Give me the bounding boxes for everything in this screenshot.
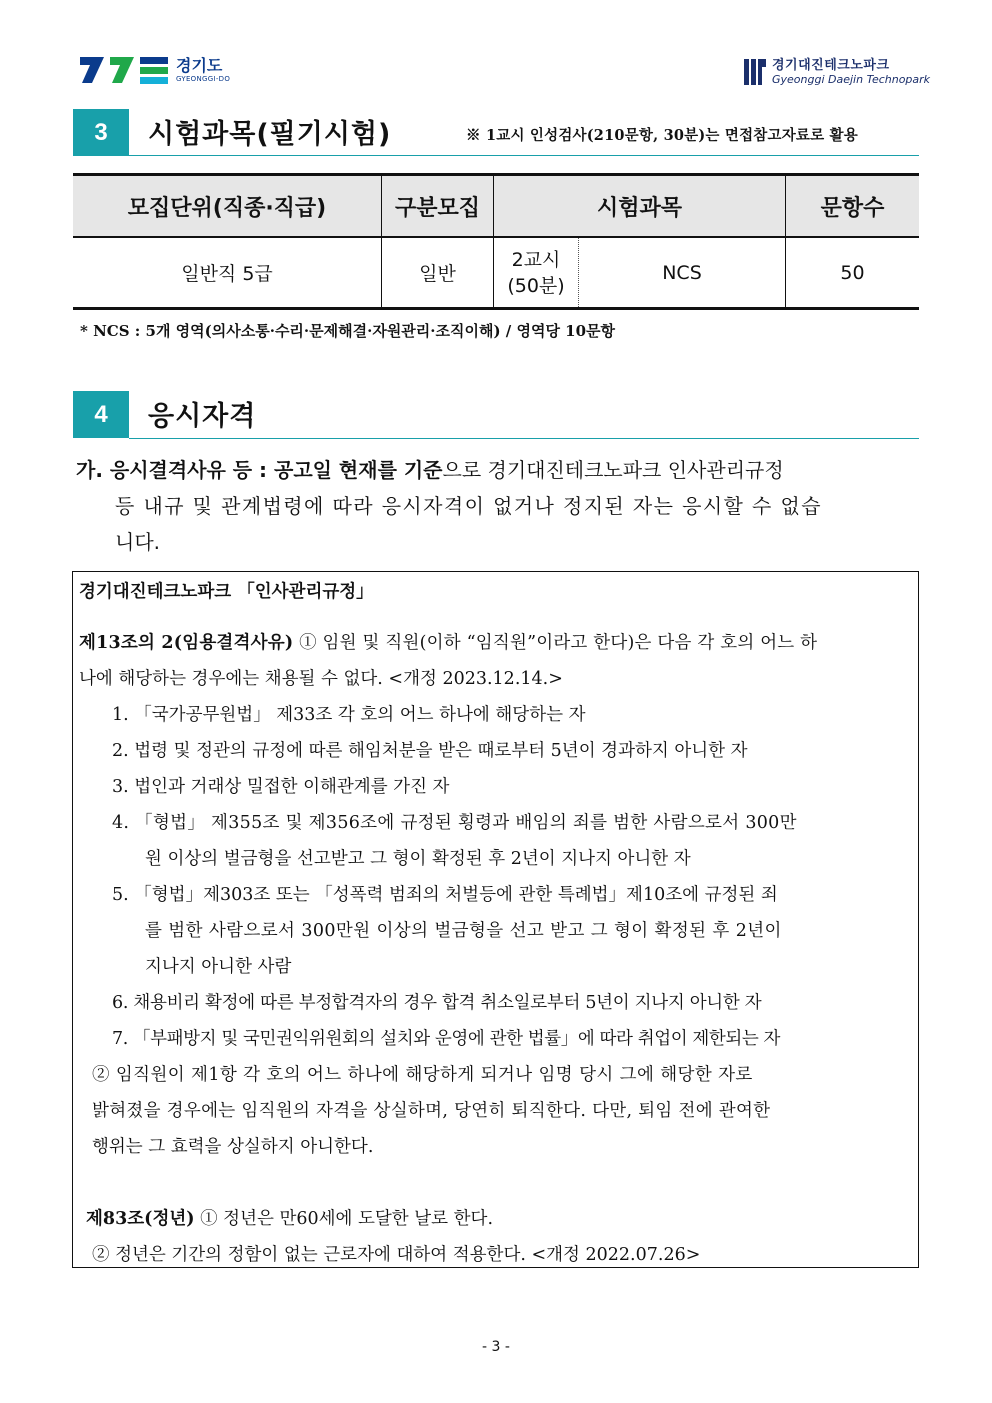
technopark-logo-en: Gyeonggi Daejin Technopark [772, 72, 931, 86]
list-item: 4. 「형법」 제355조 및 제356조에 규정된 횡령과 배임의 죄를 범한 사람으로서 300만 [112, 813, 797, 833]
list-item-continued: 를 범한 사람으로서 300만원 이상의 벌금형을 선고 받고 그 형이 확정된 후 2년이 [145, 921, 782, 941]
gyeonggi-stripes-logo-icon [78, 53, 170, 87]
table-cell-subject: NCS [662, 261, 702, 284]
article-13-line1: 제13조의 2(임용결격사유) ① 임원 및 직원(이하 “임직원”이라고 한다)은 다음 각 호의 어느 하 [79, 633, 818, 653]
qualification-line: 으로 경기대진테크노파크 인사관리규정 [442, 458, 784, 482]
list-item: 3. 법인과 거래상 밀접한 이해관계를 가진 자 [112, 777, 450, 797]
article-13-para2: 행위는 그 효력을 상실하지 아니한다. [92, 1137, 374, 1157]
section-3-underline [129, 155, 919, 156]
list-item: 5. 「형법」제303조 또는 「성폭력 범죄의 처벌등에 관한 특례법」제10조에 규정된 죄 [112, 885, 778, 905]
qualification-paragraph [76, 452, 919, 560]
table-cell-count: 50 [840, 261, 865, 284]
article-13-line2: 나에 해당하는 경우에는 채용될 수 없다. <개정 2023.12.14.> [79, 669, 563, 689]
article-83-line1: 제83조(정년) ① 정년은 만60세에 도달한 날로 한다. [86, 1209, 494, 1229]
page-number: - 3 - [482, 1339, 510, 1355]
table-cell-period-line1: 2교시 [511, 248, 561, 271]
table-header-count: 문항수 [820, 195, 885, 221]
table-cell-unit: 일반직 5급 [181, 263, 273, 285]
table-header-subject: 시험과목 [596, 195, 682, 221]
table-header-category: 구분모집 [394, 195, 480, 221]
regulation-title: 경기대진테크노파크 「인사관리규정」 [79, 582, 374, 602]
section-3-note: ※ 1교시 인성검사(210문항, 30분)는 면접참고자료로 활용 [466, 127, 858, 144]
list-item: 7. 「부패방지 및 국민권익위원회의 설치와 운영에 관한 법률」에 따라 취업이 제한되는 자 [112, 1029, 781, 1049]
technopark-logo [742, 52, 930, 92]
section-3-title: 시험과목(필기시험) [148, 119, 392, 150]
qualification-line: 등 내규 및 관계법령에 따라 응시자격이 없거나 정지된 자는 응시할 수 없습 [115, 494, 822, 518]
article-13-label: 제13조의 2(임용결격사유) [79, 633, 294, 653]
section-4-title: 응시자격 [148, 401, 257, 432]
ncs-footnote: * NCS : 5개 영역(의사소통·수리·문제해결·자원관리·조직이해) / 영역당 10문항 [80, 322, 616, 340]
article-13-para2: ② 임직원이 제1항 각 호의 어느 하나에 해당하게 되거나 임명 당시 그에 해당한 자로 [92, 1065, 753, 1085]
table-cell-period-line2: (50분) [507, 274, 565, 297]
gyeonggi-logo-en: GYEONGGI-DO [176, 74, 231, 83]
section-3-number: 3 [73, 109, 129, 156]
gyeonggi-logo-ko: 경기도 [176, 55, 223, 75]
table-cell-period [494, 238, 578, 307]
article-13-para2: 밝혀졌을 경우에는 임직원의 자격을 상실하며, 당연히 퇴직한다. 다만, 퇴임 전에 관여한 [92, 1101, 771, 1121]
technopark-logo-icon [742, 55, 768, 89]
list-item: 1. 「국가공무원법」 제33조 각 호의 어느 하나에 해당하는 자 [112, 705, 586, 725]
table-header-unit: 모집단위(직종·직급) [127, 195, 327, 221]
technopark-logo-ko: 경기대진테크노파크 [772, 57, 890, 73]
exam-subject-table [73, 173, 919, 310]
table-cell-category: 일반 [419, 263, 456, 285]
section-4-number: 4 [73, 391, 129, 438]
qualification-line: 니다. [115, 530, 160, 554]
article-83-line2: ② 정년은 기간의 정함이 없는 근로자에 대하여 적용한다. <개정 2022.07.26> [92, 1245, 701, 1265]
list-item-continued: 원 이상의 벌금형을 선고받고 그 형이 확정된 후 2년이 지나지 아니한 자 [145, 849, 691, 869]
section-4-underline [129, 438, 919, 439]
list-item: 6. 채용비리 확정에 따른 부정합격자의 경우 합격 취소일로부터 5년이 지나지 아니한 자 [112, 993, 762, 1013]
list-item-continued: 지나지 아니한 사람 [145, 957, 292, 977]
article-83-label: 제83조(정년) [86, 1209, 195, 1229]
qualification-label: 가. 응시결격사유 등 : 공고일 현재를 기준 [76, 458, 443, 482]
table-bottom-border [73, 307, 919, 310]
list-item: 2. 법령 및 정관의 규정에 따른 해임처분을 받은 때로부터 5년이 경과하지 아니한 자 [112, 741, 748, 761]
gyeonggi-logo [78, 50, 230, 90]
